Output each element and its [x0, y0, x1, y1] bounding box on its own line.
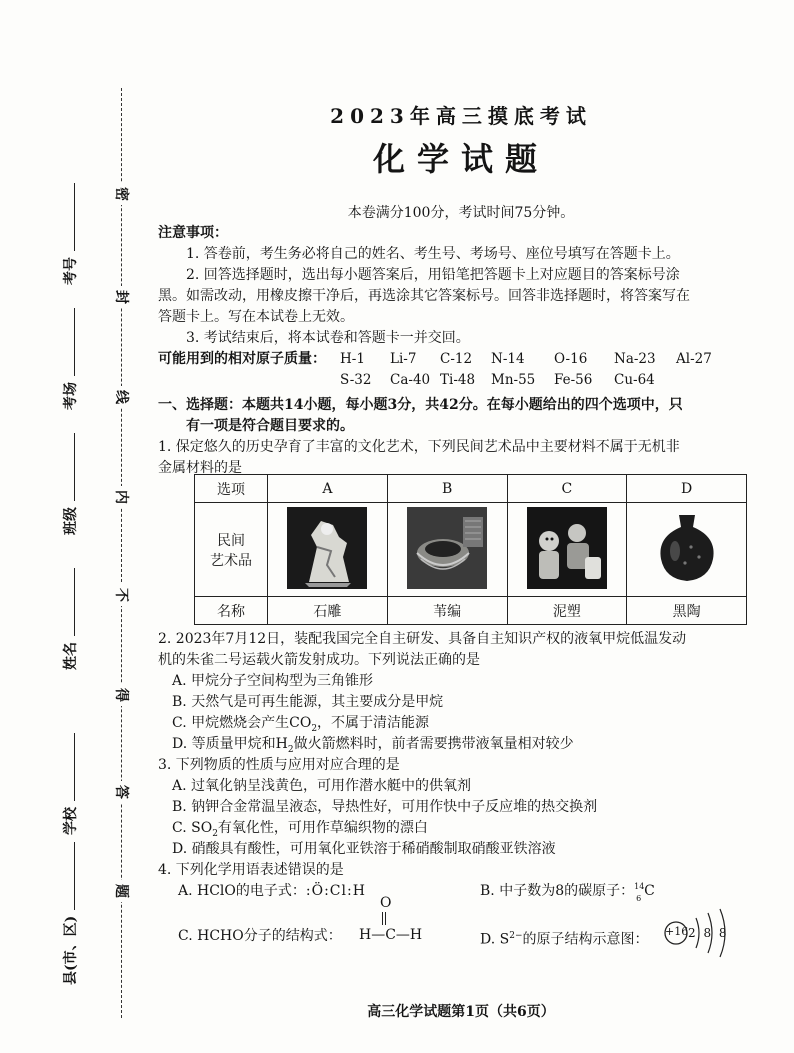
- option-name: 黑陶: [627, 597, 747, 625]
- notice-item: 3. 考试结束后，将本试卷和答题卡一并交回。: [186, 330, 470, 346]
- nucleus-charge: +16: [665, 925, 689, 938]
- table-header: D: [627, 475, 747, 503]
- option-d: D. 等质量甲烷和$H_2$做火箭燃料时，前者需要携带液氧量相对较少: [172, 736, 574, 755]
- question-1-stem: 1. 保定悠久的历史孕育了丰富的文化艺术，下列民间艺术品中主要材料不属于无机非: [158, 439, 680, 455]
- exam-subtitle: 2023年高三摸底考试: [330, 104, 592, 128]
- table-header: C: [507, 475, 627, 503]
- seal-char: 封: [110, 286, 132, 308]
- name-label: 名称: [195, 597, 268, 625]
- photo-black-pottery: [627, 503, 747, 597]
- option-d: D. $S^{2-}$的原子结构示意图：: [480, 931, 649, 948]
- name-field[interactable]: 姓名: [60, 530, 80, 670]
- photo-reed-weaving: [387, 503, 507, 597]
- county-field[interactable]: 县(市、区): [60, 845, 80, 985]
- option-c: C. 甲烷燃烧会产生$CO_2$，不属于清洁能源: [172, 715, 430, 734]
- option-d: D. 硝酸具有酸性，可用氧化亚铁溶于稀硝酸制取硝酸亚铁溶液: [172, 841, 556, 857]
- exam-number-field[interactable]: 考号: [60, 145, 80, 285]
- notice-item: 1. 答卷前，考生务必将自己的姓名、考生号、考场号、座位号填写在答题卡上。: [186, 246, 680, 262]
- seal-char: 答: [110, 781, 132, 803]
- school-field[interactable]: 学校: [60, 695, 80, 835]
- option-b: B. 中子数为8的碳原子： 14 6 C: [480, 882, 655, 903]
- seal-char: 得: [110, 684, 132, 706]
- seal-char: 密: [110, 183, 132, 205]
- option-name: 泥塑: [507, 597, 627, 625]
- electron-shells: 2 8 8: [688, 926, 729, 940]
- table-header: B: [387, 475, 507, 503]
- question-2-stem-cont: 机的朱雀二号运载火箭发射成功。下列说法正确的是: [158, 652, 480, 668]
- atomic-mass-row-1: H-1 Li-7 C-12 N-14 O-16 Na-23 Al-27: [340, 351, 712, 367]
- black-pottery-image: [647, 507, 727, 589]
- section-heading: 一、选择题：本题共14小题，每小题3分，共42分。在每小题给出的四个选项中，只: [158, 397, 683, 413]
- nuclide-numbers: 14 6: [634, 882, 645, 903]
- notice-item: 2. 回答选择题时，选出每小题答案后，用铅笔把答题卡上对应题目的答案标号涂: [186, 267, 680, 283]
- table-header: A: [268, 475, 388, 503]
- option-name: 苇编: [387, 597, 507, 625]
- row-label: 民间 艺术品: [195, 503, 268, 597]
- binding-strip: [0, 0, 150, 1053]
- question-1-stem-cont: 金属材料的是: [158, 460, 242, 476]
- exam-info: 本卷满分100分，考试时间75分钟。: [347, 205, 575, 221]
- table-header: 选项: [195, 475, 268, 503]
- option-name: 石雕: [268, 597, 388, 625]
- seal-char: 内: [110, 486, 132, 508]
- clay-figure-image: [527, 507, 607, 589]
- atomic-mass-label: 可能用到的相对原子质量：: [158, 351, 326, 367]
- seal-char: 线: [110, 386, 132, 408]
- stone-carving-image: [287, 507, 367, 589]
- reed-weaving-image: [407, 507, 487, 589]
- notice-heading: 注意事项：: [158, 225, 228, 241]
- exam-room-field[interactable]: 考场: [60, 270, 80, 410]
- option-b: B. 天然气是可再生能源，其主要成分是甲烷: [172, 694, 444, 710]
- seal-char: 不: [110, 584, 132, 606]
- option-c: C. $SO_2$有氧化性，可用作草编织物的漂白: [172, 820, 428, 839]
- question-4-stem: 4. 下列化学用语表述错误的是: [158, 862, 344, 878]
- atomic-mass-row-2: S-32 Ca-40 Ti-48 Mn-55 Fe-56 Cu-64: [340, 372, 655, 388]
- option-c: C. HCHO分子的结构式：: [178, 928, 342, 944]
- hcho-structure: O H—C—H: [359, 895, 423, 943]
- page-footer: 高三化学试题第1页（共6页）: [367, 1004, 555, 1020]
- notice-item: 答题卡上。写在本试卷上无效。: [158, 309, 354, 325]
- option-a: A. 过氧化钠呈浅黄色，可用作潜水艇中的供氧剂: [172, 778, 472, 794]
- section-heading-cont: 有一项是符合题目要求的。: [186, 418, 354, 434]
- option-a: A. HClO的电子式：:Ö:Cl:H: [178, 883, 366, 899]
- seal-char: 题: [110, 880, 132, 902]
- photo-clay-figure: [507, 503, 627, 597]
- double-bond: [382, 912, 386, 925]
- class-field[interactable]: 班级: [60, 395, 80, 535]
- question-3-stem: 3. 下列物质的性质与应用对应合理的是: [158, 757, 400, 773]
- question-2-stem: 2. 2023年7月12日，装配我国完全自主研发、具备自主知识产权的液氧甲烷低温发动: [158, 631, 687, 647]
- electron-formula: :Ö:Cl:H: [305, 883, 366, 899]
- seal-dashed-line: [121, 88, 122, 1018]
- page-title: 化学试题: [372, 140, 549, 178]
- notice-item: 黑。如需改动，用橡皮擦干净后，再选涂其它答案标号。回答非选择题时，将答案写在: [158, 288, 690, 304]
- option-b: B. 钠钾合金常温呈液态，导热性好，可用作快中子反应堆的热交换剂: [172, 799, 598, 815]
- photo-stone-carving: [268, 503, 388, 597]
- q1-table: [194, 474, 747, 625]
- option-a: A. 甲烷分子空间构型为三角锥形: [172, 673, 374, 689]
